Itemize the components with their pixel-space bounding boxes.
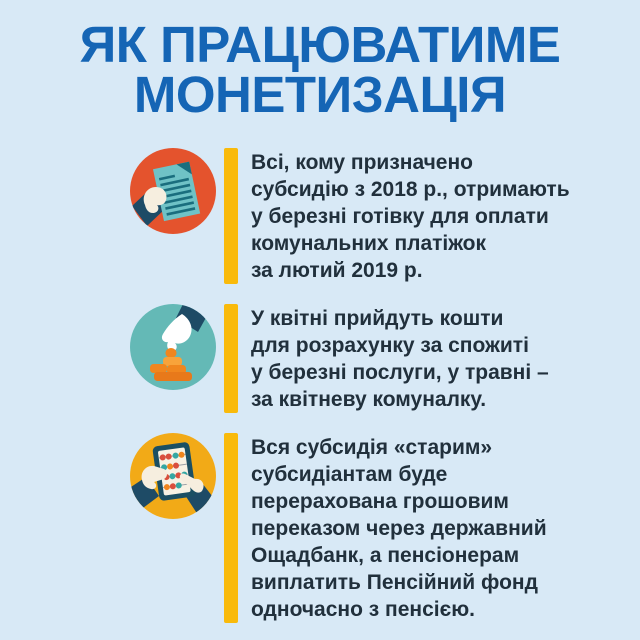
yellow-divider-bar [224, 148, 238, 284]
text-line: субсидіантам буде [251, 463, 448, 486]
text-line: за квітневу комуналку. [251, 388, 487, 411]
page-title-line-2: МОНЕТИЗАЦІЯ [133, 66, 507, 123]
page-title [0, 16, 640, 123]
hand-holding-documents-icon [130, 148, 216, 234]
hands-with-abacus-icon [130, 433, 216, 519]
hand-dropping-coin-icon [130, 304, 216, 390]
text-line: Всі, кому призначено [251, 151, 473, 174]
text-line: переказом через державний [251, 517, 547, 540]
text-line: Вся субсидія «старим» [251, 436, 493, 459]
section-text [251, 148, 570, 284]
text-line: у березні послуги, у травні – [251, 361, 549, 384]
yellow-divider-bar [224, 304, 238, 413]
sections [0, 148, 640, 623]
section-text [251, 433, 547, 623]
text-line: у березні готівку для оплати [251, 205, 549, 228]
section-march-cash [0, 148, 640, 284]
text-line: Ощадбанк, а пенсіонерам [251, 544, 520, 567]
section-text [251, 304, 549, 413]
text-line: У квітні прийдуть кошти [251, 307, 504, 330]
text-line: для розрахунку за спожиті [251, 334, 529, 357]
text-line: виплатить Пенсійний фонд [251, 571, 538, 594]
page-title-line-1: ЯК ПРАЦЮВАТИМЕ [79, 16, 561, 73]
yellow-divider-bar [224, 433, 238, 623]
section-april-funds [0, 304, 640, 413]
text-line: одночасно з пенсією. [251, 598, 475, 621]
text-line: субсидію з 2018 р., отримають [251, 178, 570, 201]
text-line: перерахована грошовим [251, 490, 509, 513]
text-line: комунальних платіжок [251, 232, 486, 255]
text-line: за лютий 2019 р. [251, 259, 423, 282]
section-oschadbank-transfer [0, 433, 640, 623]
